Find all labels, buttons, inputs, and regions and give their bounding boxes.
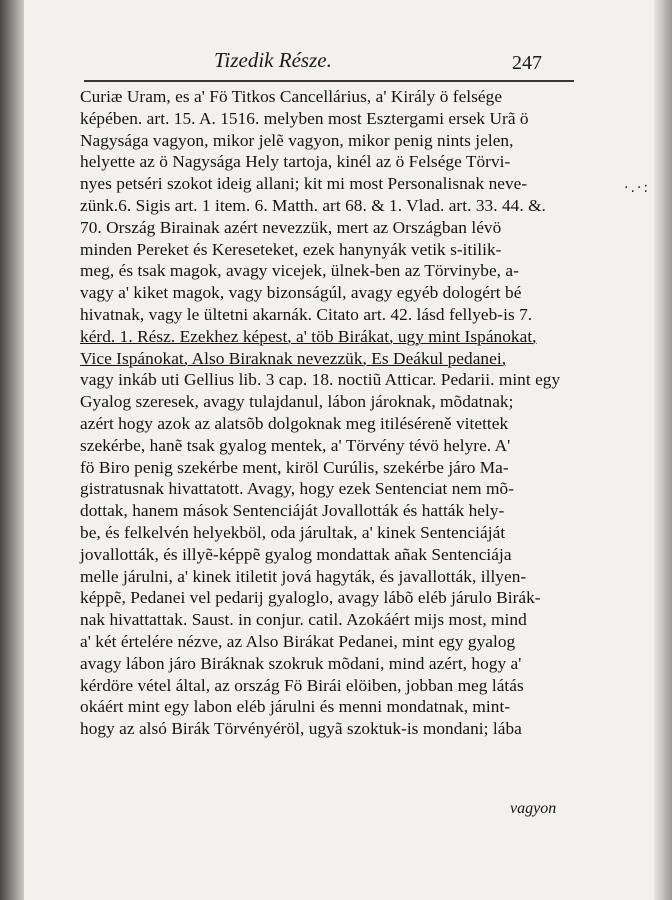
body-text xyxy=(80,86,590,740)
text-line: kérdöre vétel által, az ország Fö Birái elöiben, jobban meg látás xyxy=(80,675,524,695)
running-title: Tizedik Része. xyxy=(214,48,332,72)
text-line: nyes petséri szokot ideig allani; kit mi most Personalisnak neve- xyxy=(80,174,528,194)
margin-mark: ·.·: xyxy=(624,180,651,196)
text-line: meg, és tsak magok, avagy vicejek, ülnek-ben az Törvinybe, a- xyxy=(80,261,519,281)
text-line: avagy lábon járo Biráknak szokruk mõdani, mind azért, hogy a' xyxy=(80,653,522,673)
catchword: vagyon xyxy=(510,800,557,817)
page-header xyxy=(24,48,656,82)
text-line: Curiæ Uram, es a' Fö Titkos Cancellárius, a' Király ö felsége xyxy=(80,87,503,106)
text-line: fö Biro penig szekérbe ment, kiröl Curúlis, szekérbe járo Ma- xyxy=(80,457,509,477)
text-line: azért hogy azok az alatsõb dolgoknak meg itiléséreně vitettek xyxy=(80,413,509,433)
text-line: képében. art. 15. A. 1516. melyben most Esztergami ersek Urã ö xyxy=(80,108,529,128)
text-line: vagy inkáb uti Gellius lib. 3 cap. 18. noctiũ Atticar. Pedarii. mint egy xyxy=(80,370,561,390)
text-line: gistratusnak hivattatott. Avagy, hogy ezek Sentenciat nem mõ- xyxy=(80,479,515,499)
text-line: minden Pereket és Kereseteket, ezek hanynyák vetik s-itilik- xyxy=(80,239,502,259)
text-line: jovallották, és illyẽ-képpẽ gyalog mondattak añak Sentenciája xyxy=(80,544,512,564)
book-page xyxy=(24,0,656,900)
text-line: Vice Ispánokat, Also Biraknak nevezzük, Es Deákul pedanei, xyxy=(80,348,507,368)
text-line: dottak, hanem mások Sentenciáját Jovallották és hatták hely- xyxy=(80,501,505,521)
text-line: képpẽ, Pedanei vel pedarij gyaloglo, avagy lábõ eléb járulo Birák- xyxy=(80,588,541,608)
text-line: nak hivattattak. Saust. in conjur. catil. Azokáért mijs most, mind xyxy=(80,610,527,630)
text-line: kérd. 1. Rész. Ezekhez képest, a' töb Birákat, ugy mint Ispánokat, xyxy=(80,326,537,346)
text-line: 70. Ország Birainak azért nevezzük, mert az Országban lévö xyxy=(80,217,502,237)
scan-edge-left xyxy=(0,0,26,900)
text-line: melle járulni, a' kinek itiletit jová hagyták, és javallották, illyen- xyxy=(80,566,527,586)
text-line: okáért mint egy labon eléb járulni és menni mondatnak, mint- xyxy=(80,697,511,717)
scan-edge-right xyxy=(654,0,672,900)
text-line: be, és felkelvén helyekböl, oda járultak, a' kinek Sentenciáját xyxy=(80,522,506,542)
header-rule xyxy=(84,80,574,82)
text-line: szekérbe, hanẽ tsak gyalog mentek, a' Törvény tévö helyre. A' xyxy=(80,435,511,455)
text-line: hivatnak, vagy le ültetni akarnák. Citato art. 42. lásd fellyeb-is 7. xyxy=(80,304,533,324)
text-line: a' két értelére nézve, az Also Birákat Pedanei, mint egy gyalog xyxy=(80,631,516,651)
text-line: vagy a' kiket magok, vagy bizonságúl, avagy egyéb dologért bé xyxy=(80,283,522,303)
page-number: 247 xyxy=(512,52,542,74)
text-line: Gyalog szeresek, avagy tulajdanul, lábon jároknak, mõdatnak; xyxy=(80,392,514,412)
text-line: hogy az alsó Birák Törvényéröl, ugyã szoktuk-is mondani; lába xyxy=(80,719,522,739)
text-line: zünk.6. Sigis art. 1 item. 6. Matth. art 68. & 1. Vlad. art. 33. 44. &. xyxy=(80,195,546,215)
text-line: Nagysága vagyon, mikor jelẽ vagyon, mikor penig nints jelen, xyxy=(80,130,514,150)
text-line: helyette az ö Nagysága Hely tartoja, kinél az ö Felsége Törvi- xyxy=(80,152,511,172)
